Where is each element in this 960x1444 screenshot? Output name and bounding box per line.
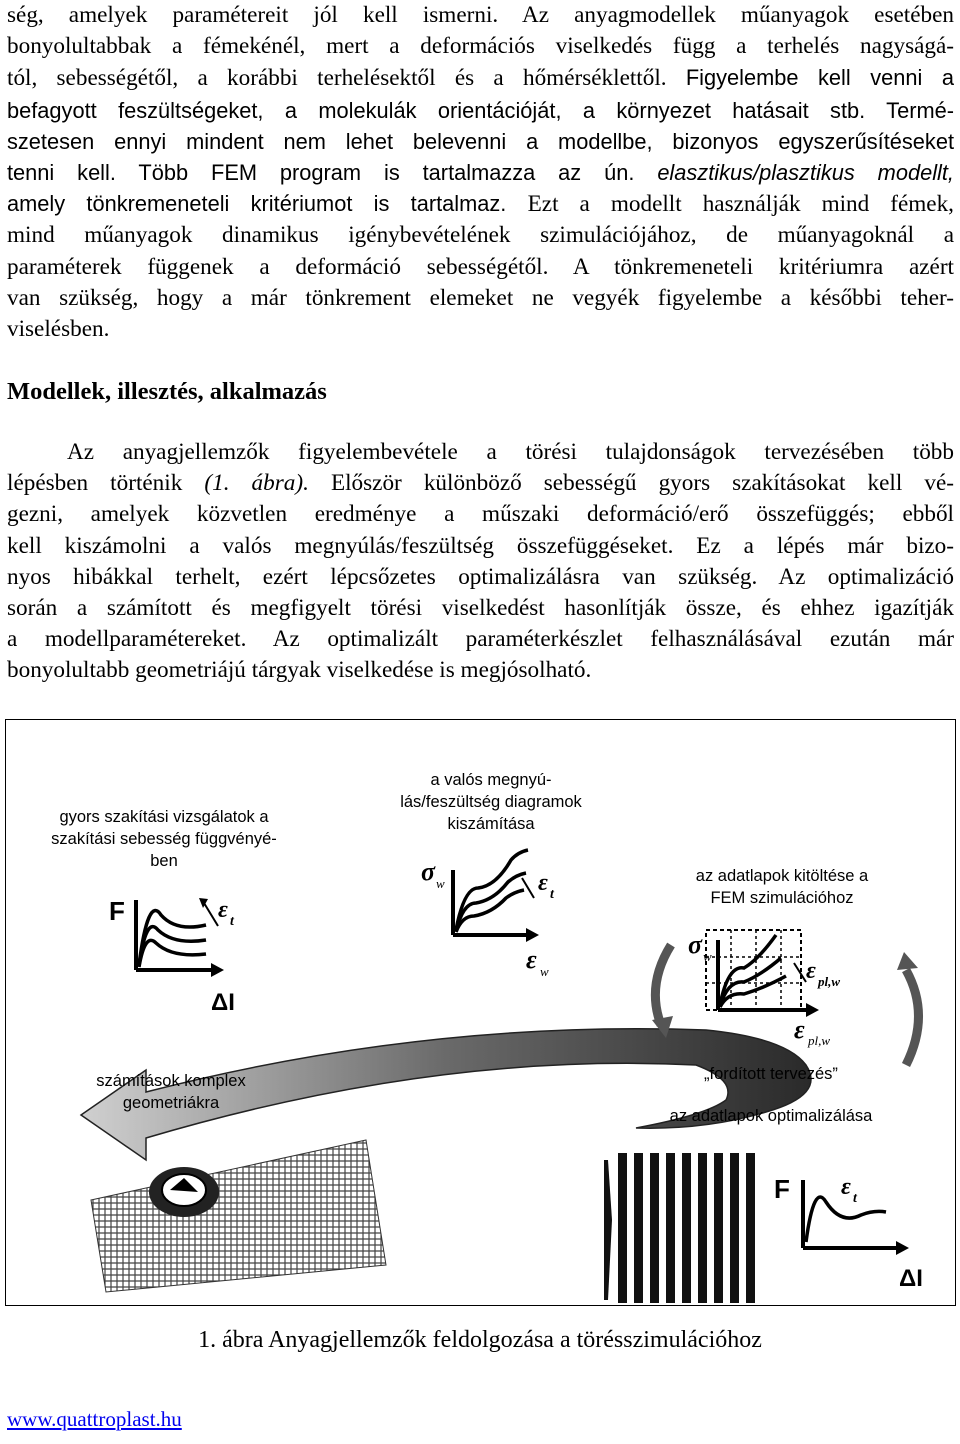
axis-label-eps: ε [794, 1015, 805, 1044]
figure-frame [5, 719, 956, 1306]
cycle-arrow-left [655, 945, 671, 1025]
x-axis-arrow [526, 928, 539, 942]
text-line: Az anyagjellemzők figyelembevétele a törési tulajdonságok tervezésében több [67, 439, 954, 465]
specimen [730, 1153, 739, 1303]
axis-label-eps: ε [526, 945, 537, 974]
label-true-stress: a valós megnyú- lás/feszültség diagramok kiszámítása [400, 771, 582, 833]
rate-label: ε [806, 958, 816, 984]
section-heading: Modellek, illesztés, alkalmazás [7, 378, 327, 405]
cycle-arrow-right [906, 970, 919, 1065]
rate-subscript: t [853, 1191, 857, 1206]
axis-subscript: w [703, 949, 712, 964]
specimen [714, 1153, 723, 1303]
body-paragraph [7, 437, 954, 687]
rate-label: ε [218, 897, 228, 923]
curve [720, 976, 786, 1007]
text-line: lépésben történik (1. ábra). Először különböző sebességű gyors szakításokat kell vé- [7, 470, 954, 497]
axis-subscript: w [436, 876, 445, 891]
text-line: gezni, amelyek közvetlen eredménye a műszaki deformáció/erő összefüggés; ebből [7, 501, 954, 528]
label-complex-geometry: számítások komplex geometriákra [96, 1072, 246, 1112]
label-fem-sheets: az adatlapok kitöltése a FEM szimulációhoz [695, 867, 869, 907]
axis-subscript: pl,w [808, 1033, 831, 1048]
rate-label: ε [538, 870, 548, 896]
text-line: tól, sebességétől, a korábbi terhelésektől és a hőmérséklettől. Figyelembe kell venni a [7, 65, 954, 92]
rate-subscript: t [230, 914, 234, 929]
axis-label-F: F [109, 896, 125, 926]
text-line: a modellparamétereket. Az optimalizált paraméterkészlet felhasználásával ezután már [7, 626, 954, 653]
optimization-force-chart [774, 1174, 923, 1292]
x-axis-arrow [211, 963, 224, 977]
specimen [698, 1153, 707, 1303]
text-line: szetesen ennyi mindent nem lehet belevenni a modellbe, bizonyos egyszerűsítéseket [7, 128, 954, 154]
mesh-simulation-image [91, 1140, 386, 1292]
text-line: van szükség, hogy a már tönkrement elemeket ne vegyék figyelembe a későbbi teher- [7, 284, 954, 311]
text-line: ség, amelyek paramétereit jól kell ismerni. Az anyagmodellek műanyagok esetében [7, 2, 954, 28]
text-line: befagyott feszültségeket, a molekulák orientációját, a környezet hatásait stb. Termé- [7, 97, 954, 123]
rate-arrow [204, 903, 218, 926]
text-line: paraméterek függenek a deformáció sebességétől. A tönkremeneteli kritériumra azért [7, 253, 954, 280]
specimen [618, 1153, 627, 1303]
text-line: amely tönkremeneteli kritériumot is tartalmaz. Ezt a modellt használják mind fémek, [7, 191, 954, 218]
website-link[interactable]: www.quattroplast.hu [7, 1407, 182, 1431]
figure-caption: 1. ábra Anyagjellemzők feldolgozása a törésszimulációhoz [198, 1327, 762, 1353]
curve [139, 940, 206, 967]
axis-label-sigma: σ [688, 930, 703, 959]
text-line: tenni kell. Több FEM program is tartalmazza az ún. elasztikus/plasztikus modellt, [7, 160, 954, 186]
specimen-bars-image [604, 1153, 755, 1303]
label-optimization: az adatlapok optimalizálása [669, 1107, 873, 1125]
cycle-arrowhead [897, 952, 918, 970]
label-reverse-design: „fordított tervezés” [704, 1065, 838, 1083]
x-axis-arrow [896, 1241, 909, 1255]
true-stress-chart [421, 850, 555, 979]
axis-label-dl: ΔI [899, 1265, 923, 1292]
text-line: viselésben. [7, 316, 110, 343]
text-line: nyos hibákkal terhelt, ezért lépcsőzetes optimalizálásra van szükség. Az optimalizáció [7, 563, 954, 590]
axis-label-dl: ΔI [211, 989, 235, 1016]
specimen [682, 1153, 691, 1303]
text-line: mind műanyagok dinamikus igénybevételének szimulációjához, de műanyagoknál a [7, 222, 954, 249]
specimen [634, 1153, 643, 1303]
specimen [650, 1153, 659, 1303]
mesh-plate [91, 1140, 386, 1292]
axis-label-F: F [774, 1174, 790, 1204]
rate-label: ε [841, 1174, 851, 1200]
axis-subscript: w [540, 964, 549, 979]
axis-label-sigma: σ [421, 857, 436, 886]
text-line: során a számított és megfigyelt törési viselkedést hasonlítják össze, és ehhez igazítják [7, 595, 954, 622]
tensile-force-chart [109, 896, 235, 1016]
text-line: kell kiszámolni a valós megnyúlás/feszültség összefüggéseket. Ez a lépés már bizo- [7, 532, 954, 559]
specimen [604, 1160, 612, 1300]
rate-arrow [794, 963, 806, 982]
rate-arrow [522, 878, 534, 898]
text-line: bonyolultabb geometriájú tárgyak viselkedése is megjósolható. [7, 657, 592, 684]
x-axis-arrow [806, 1003, 819, 1017]
label-tensile-tests: gyors szakítási vizsgálatok a szakítási sebesség függvényé- ben [51, 808, 277, 870]
curve [139, 927, 206, 966]
intro-paragraph [7, 0, 954, 345]
text-line: bonyolultabbak a fémekénél, mert a deformációs viselkedés függ a terhelés nagyságá- [7, 33, 954, 60]
rate-subscript: pl,w [818, 974, 841, 989]
rate-subscript: t [550, 887, 554, 902]
curve [806, 1197, 886, 1242]
specimen [746, 1153, 755, 1303]
specimen [666, 1153, 675, 1303]
